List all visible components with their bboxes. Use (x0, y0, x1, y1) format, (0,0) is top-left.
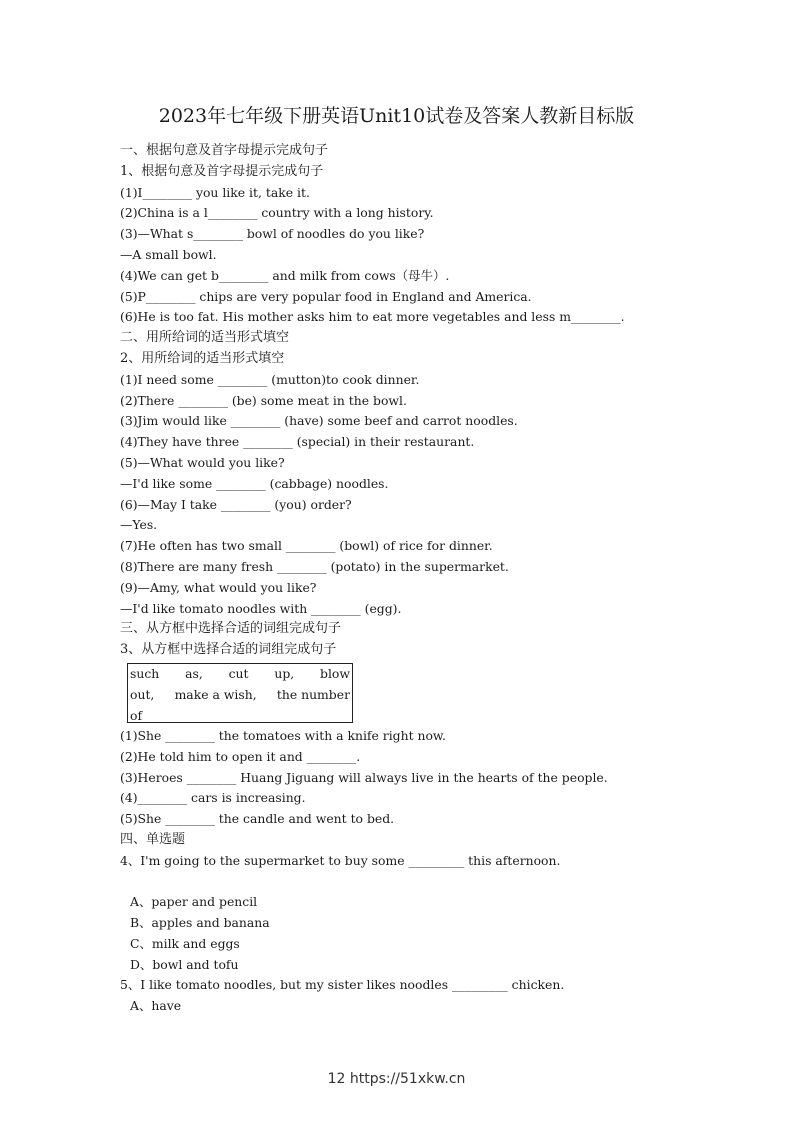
question-title: 3、从方框中选择合适的词组完成句子 (120, 642, 337, 658)
word-box-word: up, (274, 665, 295, 681)
answer-option: C、milk and eggs (130, 935, 240, 951)
question-item: (4)We can get b________ and milk from cows（母牛）. (120, 267, 450, 283)
question-item: (1)I need some ________ (mutton)to cook dinner. (120, 371, 420, 387)
question-item: (2)There ________ (be) some meat in the bowl. (120, 392, 407, 408)
exam-content (120, 141, 720, 1017)
question-item: —I'd like tomato noodles with ________ (egg). (120, 600, 402, 616)
question-item: (8)There are many fresh ________ (potato) in the supermarket. (120, 558, 509, 574)
question-item: (7)He often has two small ________ (bowl) of rice for dinner. (120, 538, 493, 554)
question-title: 2、用所给词的适当形式填空 (120, 350, 285, 366)
word-box (127, 663, 353, 723)
question-item: —A small bowl. (120, 246, 217, 262)
question-item: (1)She ________ the tomatoes with a knife right now. (120, 727, 446, 743)
question-item: (4)They have three ________ (special) in their restaurant. (120, 434, 475, 450)
word-box-word: make a wish, (174, 686, 257, 702)
question-item: (3)—What s________ bowl of noodles do you like? (120, 226, 425, 242)
question-item: (6)—May I take ________ (you) order? (120, 496, 352, 512)
question-item: (1)I________ you like it, take it. (120, 184, 310, 200)
page-title: 2023年七年级下册英语Unit10试卷及答案人教新目标版 (158, 105, 635, 127)
question-item: (3)Jim would like ________ (have) some beef and carrot noodles. (120, 413, 518, 429)
word-box-row (130, 706, 350, 727)
section-header: 三、从方框中选择合适的词组完成句子 (120, 621, 342, 637)
word-box-word: such (130, 665, 160, 681)
question-item: (3)Heroes ________ Huang Jiguang will always live in the hearts of the people. (120, 769, 608, 785)
question-item: (2)He told him to open it and ________. (120, 748, 361, 764)
question-stem: 4、I'm going to the supermarket to buy some _________ this afternoon. (120, 852, 561, 868)
word-box-word: the number (276, 686, 350, 702)
question-item: (6)He is too fat. His mother asks him to eat more vegetables and less m________. (120, 309, 625, 325)
section-header: 二、用所给词的适当形式填空 (120, 330, 290, 346)
word-box-word: out, (130, 686, 155, 702)
question-title: 1、根据句意及首字母提示完成句子 (120, 163, 324, 179)
question-item: (2)China is a l________ country with a long history. (120, 205, 434, 221)
word-box-word: of (130, 707, 143, 723)
question-item: (5)—What would you like? (120, 454, 285, 470)
question-stem: 5、I like tomato noodles, but my sister likes noodles _________ chicken. (120, 977, 565, 993)
word-box-word: cut (228, 665, 249, 681)
question-item: (9)—Amy, what would you like? (120, 579, 317, 595)
answer-option: A、paper and pencil (130, 894, 258, 910)
word-box-word: blow (320, 665, 350, 681)
question-item: (5)She ________ the candle and went to bed. (120, 811, 395, 827)
word-box-row (130, 685, 350, 706)
word-box-word: as, (185, 665, 203, 681)
word-box-row (130, 664, 350, 685)
spacer (120, 872, 720, 893)
question-item: (4)________ cars is increasing. (120, 790, 306, 806)
answer-option: A、have (130, 998, 182, 1014)
question-item: —I'd like some ________ (cabbage) noodles. (120, 475, 389, 491)
question-item: (5)P________ chips are very popular food in England and America. (120, 288, 532, 304)
answer-option: B、apples and banana (130, 915, 270, 931)
section-header: 一、根据句意及首字母提示完成句子 (120, 143, 329, 158)
section-header: 四、单选题 (120, 831, 186, 847)
answer-option: D、bowl and tofu (130, 956, 239, 972)
page-footer: 12 https://51xkw.cn (327, 1071, 466, 1087)
question-item: —Yes. (120, 517, 158, 533)
